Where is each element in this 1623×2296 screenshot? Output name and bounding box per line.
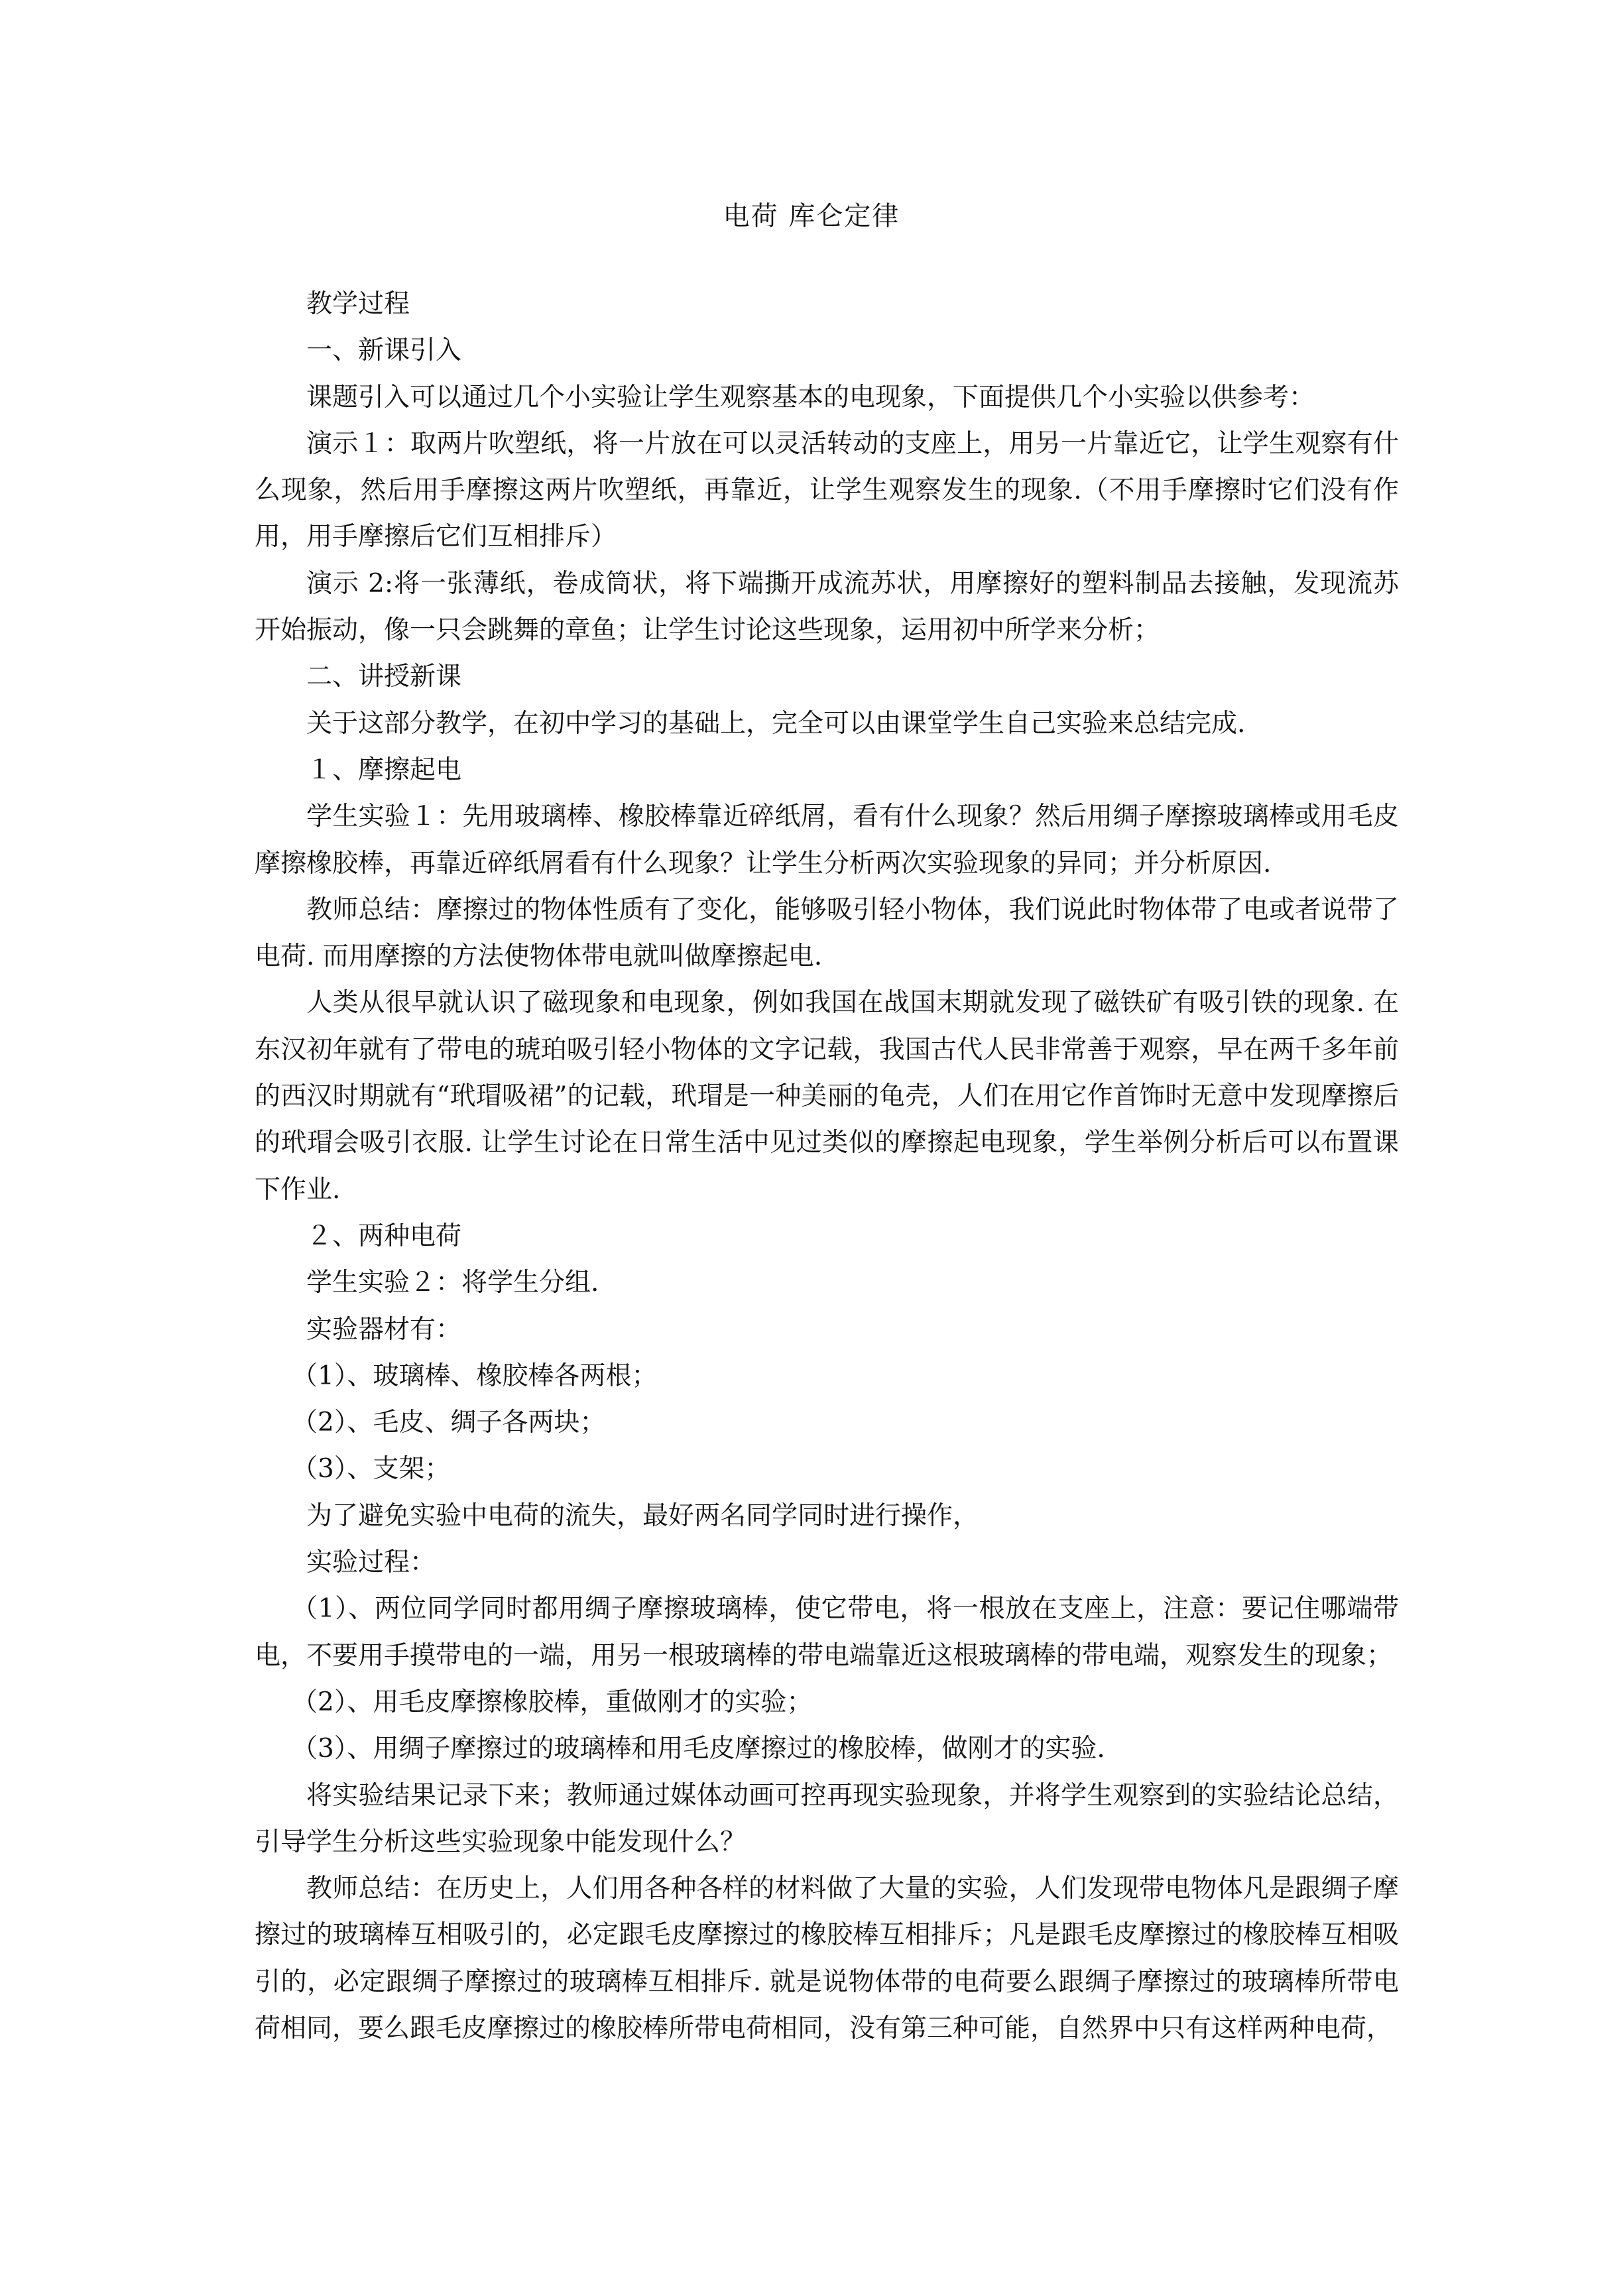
- list-item-equipment-3: （3）、支架；: [292, 1454, 451, 1484]
- document-title: 电荷 库仑定律: [723, 201, 900, 231]
- list-item-equipment-2: （2）、毛皮、绸子各两块；: [292, 1408, 606, 1438]
- paragraph-demo-1: 演示１：取两片吹塑纸，将一片放在可以灵活转动的支座上，用另一片靠近它，让学生观察有什么现象，然后用手摩擦这两片吹塑纸，再靠近，让学生观察发生的现象.（不用手摩擦时它们没有作用，用手摩擦后它们互相排斥）: [255, 428, 1399, 552]
- document-body: [255, 281, 1399, 2052]
- paragraph-student-experiment-1: 学生实验１：先用玻璃棒、橡胶棒靠近碎纸屑，看有什么现象？然后用绸子摩擦玻璃棒或用毛皮摩擦橡胶棒，再靠近碎纸屑看有什么现象？让学生分析两次实验现象的异同；并分析原因.: [255, 802, 1399, 878]
- subheading-friction-electrification: １、摩擦起电: [306, 755, 462, 785]
- paragraph-demo-2: 演示 2:将一张薄纸，卷成筒状，将下端撕开成流苏状，用摩擦好的塑料制品去接触，发现流苏开始振动，像一只会跳舞的章鱼；让学生讨论这些现象，运用初中所学来分析；: [255, 568, 1399, 646]
- paragraph-equipment-label: 实验器材有：: [306, 1314, 462, 1345]
- section-heading-introduction: 一、新课引入: [306, 335, 462, 366]
- list-item-equipment-1: （1）、玻璃棒、橡胶棒各两根；: [292, 1360, 658, 1391]
- paragraph-history: 人类从很早就认识了磁现象和电现象，例如我国在战国末期就发现了磁铁矿有吸引铁的现象. 在东汉初年就有了带电的琥珀吸引轻小物体的文字记载，我国古代人民非常善于观察，早在两千多年前的西汉时期就有“玳瑁吸裙”的记载，玳瑁是一种美丽的龟壳，人们在用它作首饰时无意中发现摩擦后的玳瑁会吸引衣服. 让学生讨论在日常生活中见过类似的摩擦起电现象，学生举例分析后可以布置课下作业.: [255, 988, 1399, 1205]
- list-item-procedure-3: （3）、用绸子摩擦过的玻璃棒和用毛皮摩擦过的橡胶棒，做刚才的实验.: [292, 1734, 1105, 1764]
- section-heading-teaching-process: 教学过程: [306, 289, 410, 319]
- paragraph-student-experiment-2: 学生实验２：将学生分组.: [306, 1268, 599, 1298]
- paragraph-lesson-overview: 关于这部分教学，在初中学习的基础上，完全可以由课堂学生自己实验来总结完成.: [306, 708, 1246, 739]
- paragraph-avoid-loss: 为了避免实验中电荷的流失，最好两名同学同时进行操作，: [306, 1500, 979, 1531]
- subheading-two-charges: ２、两种电荷: [306, 1221, 462, 1251]
- paragraph-intro: 课题引入可以通过几个小实验让学生观察基本的电现象，下面提供几个小实验以供参考：: [306, 382, 1315, 412]
- paragraph-teacher-summary-2: 教师总结：在历史上，人们用各种各样的材料做了大量的实验，人们发现带电物体凡是跟绸子摩擦过的玻璃棒互相吸引的，必定跟毛皮摩擦过的橡胶棒互相排斥；凡是跟毛皮摩擦过的橡胶棒互相吸引的，必定跟绸子摩擦过的玻璃棒互相排斥. 就是说物体带的电荷要么跟绸子摩擦过的玻璃棒所带电荷相同，要么跟毛皮摩擦过的橡胶棒所带电荷相同，没有第三种可能，自然界中只有这样两种电荷，: [255, 1874, 1399, 2043]
- section-heading-new-lesson: 二、讲授新课: [306, 662, 462, 692]
- paragraph-procedure-label: 实验过程：: [306, 1547, 436, 1578]
- paragraph-teacher-summary-1: 教师总结：摩擦过的物体性质有了变化，能够吸引轻小物体，我们说此时物体带了电或者说带了电荷. 而用摩擦的方法使物体带电就叫做摩擦起电.: [255, 894, 1399, 972]
- paragraph-record-results: 将实验结果记录下来；教师通过媒体动画可控再现实验现象，并将学生观察到的实验结论总结，引导学生分析这些实验现象中能发现什么？: [255, 1780, 1399, 1857]
- list-item-procedure-1: （1）、两位同学同时都用绸子摩擦玻璃棒，使它带电，将一根放在支座上，注意：要记住哪端带电，不要用手摸带电的一端，用另一根玻璃棒的带电端靠近这根玻璃棒的带电端，观察发生的现象；: [255, 1594, 1399, 1671]
- list-item-procedure-2: （2）、用毛皮摩擦橡胶棒，重做刚才的实验；: [292, 1687, 813, 1717]
